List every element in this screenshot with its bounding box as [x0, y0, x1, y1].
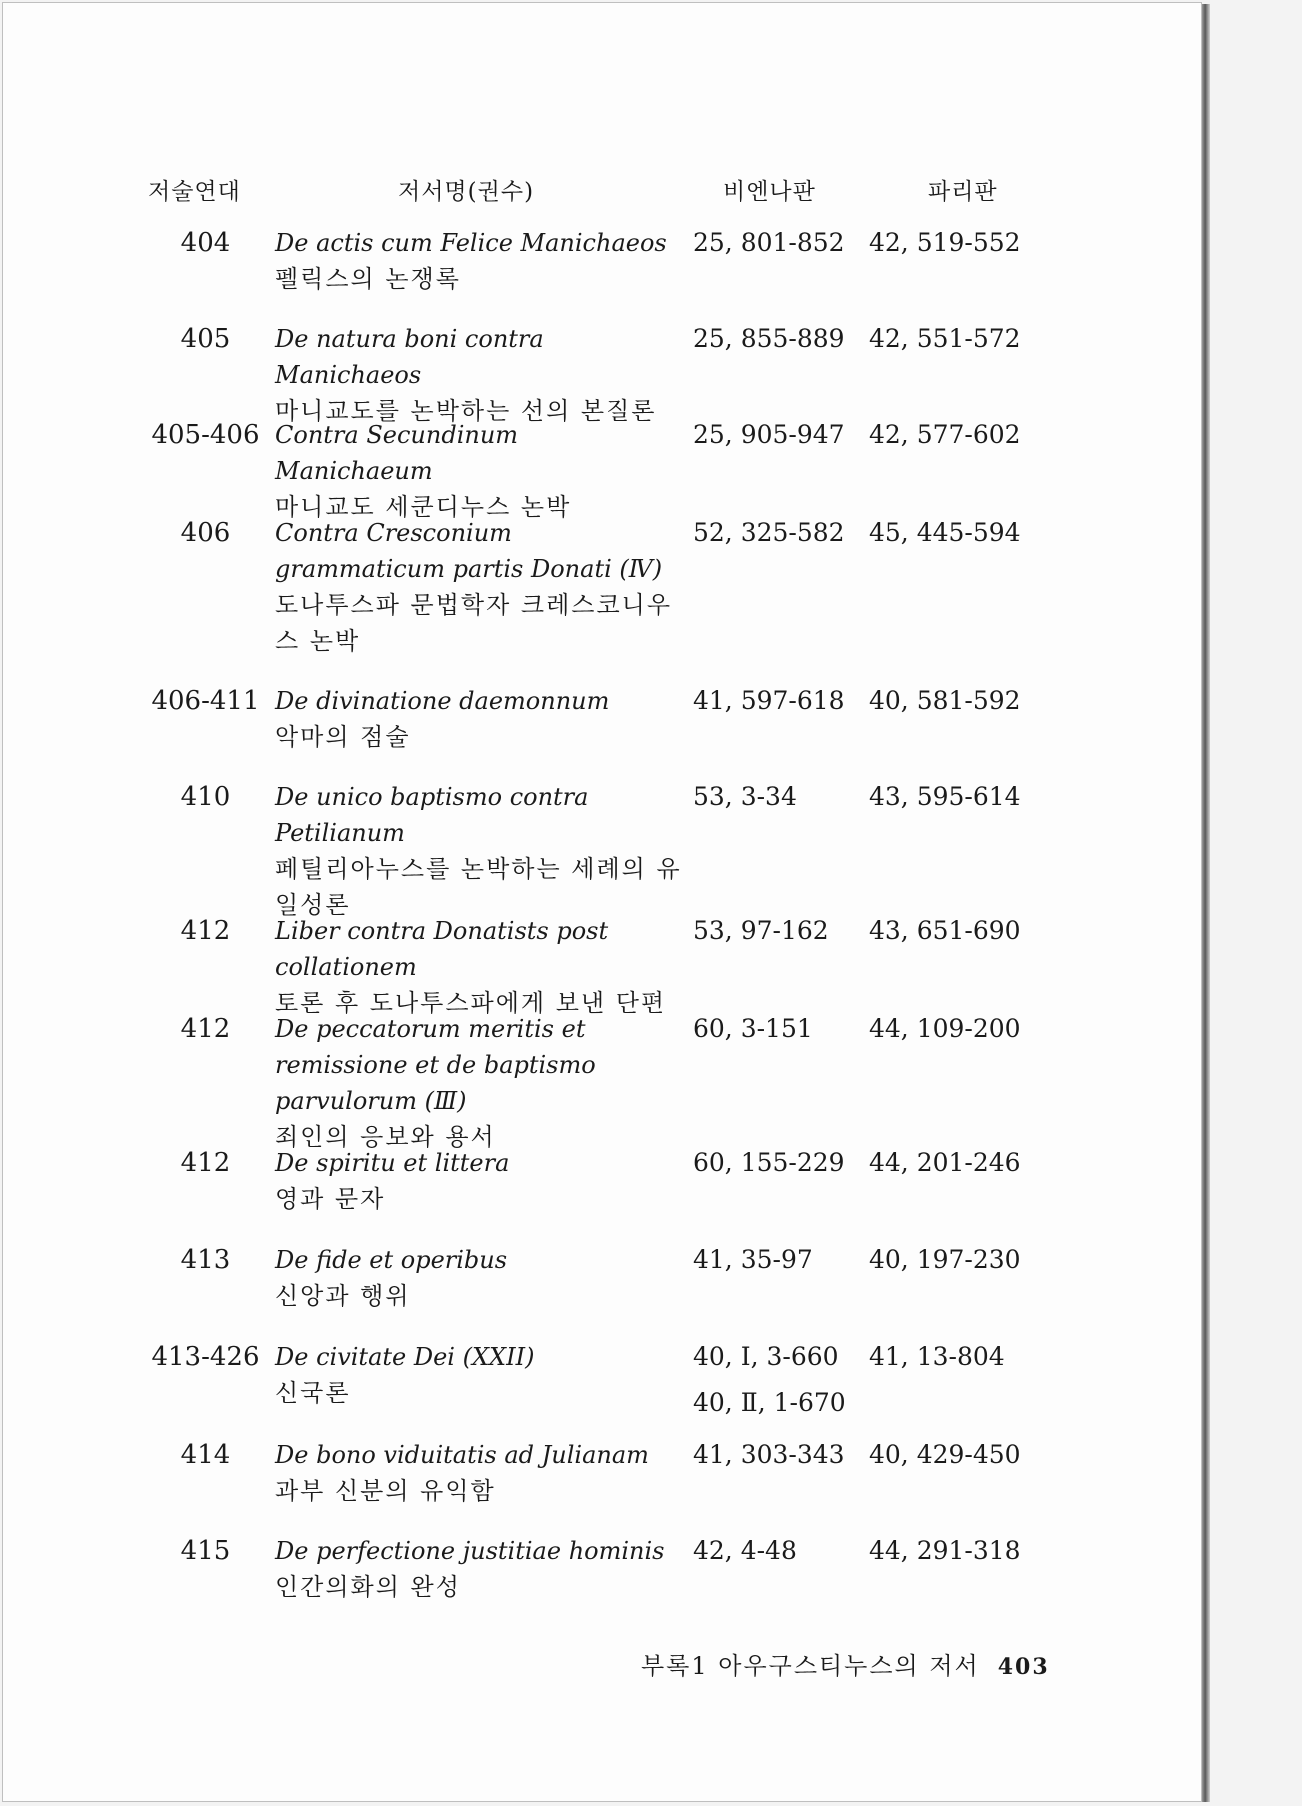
row-year: 413 [180, 1245, 231, 1275]
row-vienna [693, 779, 873, 825]
vienna-ref: 41, 597-618 [693, 686, 845, 715]
korean-title: 죄인의 응보와 용서 [275, 1123, 496, 1151]
korean-title: 토론 후 도나투스파에게 보낸 단편 [275, 989, 667, 1017]
row-title [275, 1242, 683, 1314]
row-year: 412 [180, 1148, 231, 1178]
vienna-ref: 40, Ⅰ, 3-660 [693, 1342, 839, 1371]
vienna-ref: 42, 4-48 [693, 1536, 797, 1565]
row-year: 406-411 [151, 686, 260, 716]
row-vienna [693, 321, 873, 367]
row-title [275, 913, 683, 1021]
row-title [275, 515, 683, 659]
latin-title: De peccatorum meritis et remissione et de baptismo parvulorum (Ⅲ) [275, 1015, 596, 1115]
row-title [275, 321, 683, 429]
vienna-ref: 40, Ⅱ, 1-670 [693, 1388, 846, 1417]
row-paris: 40, 429-450 [869, 1440, 1021, 1469]
row-paris: 43, 595-614 [869, 782, 1021, 811]
row-title [275, 1533, 683, 1605]
row-paris: 44, 201-246 [869, 1148, 1021, 1177]
row-year: 404 [180, 228, 231, 258]
latin-title: Contra Secundinum Manichaeum [275, 421, 519, 485]
row-title [275, 1437, 683, 1509]
vienna-ref: 53, 3-34 [693, 782, 797, 811]
latin-title: De civitate Dei (XXII) [275, 1343, 535, 1371]
page-edge [1202, 4, 1210, 1802]
latin-title: De divinatione daemonnum [275, 687, 610, 715]
row-year: 414 [180, 1440, 231, 1470]
row-title [275, 1145, 683, 1217]
row-vienna [693, 515, 873, 561]
latin-title: De unico baptismo contra Petilianum [275, 783, 589, 847]
row-paris: 42, 577-602 [869, 420, 1021, 449]
row-paris: 44, 109-200 [869, 1014, 1021, 1043]
row-vienna [693, 683, 873, 729]
latin-title: De actis cum Felice Manichaeos [275, 229, 667, 257]
row-vienna [693, 1533, 873, 1579]
header-year: 저술연대 [148, 179, 241, 205]
row-vienna [693, 1011, 873, 1057]
korean-title: 과부 신분의 유익함 [275, 1477, 496, 1505]
row-vienna [693, 225, 873, 271]
vienna-ref: 25, 855-889 [693, 324, 845, 353]
row-year: 415 [180, 1536, 231, 1566]
latin-title: Liber contra Donatists post collationem [275, 917, 609, 981]
header-vienna-edition: 비엔나판 [723, 179, 816, 205]
korean-title: 마니교도 세쿤디누스 논박 [275, 493, 572, 521]
row-paris: 45, 445-594 [869, 518, 1021, 547]
row-year: 413-426 [151, 1342, 260, 1372]
table-header [3, 173, 1203, 213]
vienna-ref: 41, 303-343 [693, 1440, 845, 1469]
row-title [275, 1011, 683, 1155]
vienna-ref: 25, 905-947 [693, 420, 845, 449]
row-title [275, 779, 683, 923]
row-year: 405 [180, 324, 231, 354]
latin-title: De spiritu et littera [275, 1149, 510, 1177]
latin-title: De natura boni contra Manichaeos [275, 325, 544, 389]
korean-title: 도나투스파 문법학자 크레스코니우스 논박 [275, 591, 673, 655]
footer-section: 부록1 아우구스티누스의 저서 [641, 1652, 980, 1680]
korean-title: 영과 문자 [275, 1185, 386, 1213]
korean-title: 마니교도를 논박하는 선의 본질론 [275, 397, 657, 425]
vienna-ref: 60, 155-229 [693, 1148, 845, 1177]
row-vienna [693, 1339, 873, 1431]
vienna-ref: 41, 35-97 [693, 1245, 813, 1274]
vienna-ref: 52, 325-582 [693, 518, 845, 547]
latin-title: De bono viduitatis ad Julianam [275, 1441, 649, 1469]
row-year: 412 [180, 1014, 231, 1044]
row-vienna [693, 417, 873, 463]
row-year: 406 [180, 518, 231, 548]
row-title [275, 225, 683, 297]
vienna-ref: 60, 3-151 [693, 1014, 813, 1043]
row-paris: 42, 519-552 [869, 228, 1021, 257]
korean-title: 펠릭스의 논쟁록 [275, 265, 461, 293]
row-vienna [693, 1145, 873, 1191]
row-vienna [693, 1242, 873, 1288]
page-number: 403 [997, 1654, 1050, 1680]
running-footer [641, 1646, 1050, 1681]
latin-title: Contra Cresconium grammaticum partis Donati (Ⅳ) [275, 519, 663, 583]
row-year: 405-406 [151, 420, 260, 450]
latin-title: De fide et operibus [275, 1246, 508, 1274]
row-title [275, 417, 683, 525]
row-paris: 41, 13-804 [869, 1342, 1005, 1371]
korean-title: 페틸리아누스를 논박하는 세례의 유일성론 [275, 855, 682, 919]
row-year: 410 [180, 782, 231, 812]
row-paris: 42, 551-572 [869, 324, 1021, 353]
vienna-ref: 53, 97-162 [693, 916, 829, 945]
korean-title: 인간의화의 완성 [275, 1573, 461, 1601]
row-paris: 40, 197-230 [869, 1245, 1021, 1274]
header-paris-edition: 파리판 [928, 179, 998, 205]
row-paris: 44, 291-318 [869, 1536, 1021, 1565]
row-paris: 40, 581-592 [869, 686, 1021, 715]
korean-title: 신앙과 행위 [275, 1282, 411, 1310]
row-paris: 43, 651-690 [869, 916, 1021, 945]
row-vienna [693, 913, 873, 959]
row-title [275, 1339, 683, 1411]
latin-title: De perfectione justitiae hominis [275, 1537, 665, 1565]
korean-title: 신국론 [275, 1379, 351, 1407]
row-vienna [693, 1437, 873, 1483]
header-title: 저서명(권수) [398, 179, 535, 205]
korean-title: 악마의 점술 [275, 723, 411, 751]
row-year: 412 [180, 916, 231, 946]
book-page [2, 2, 1202, 1802]
vienna-ref: 25, 801-852 [693, 228, 845, 257]
row-title [275, 683, 683, 755]
